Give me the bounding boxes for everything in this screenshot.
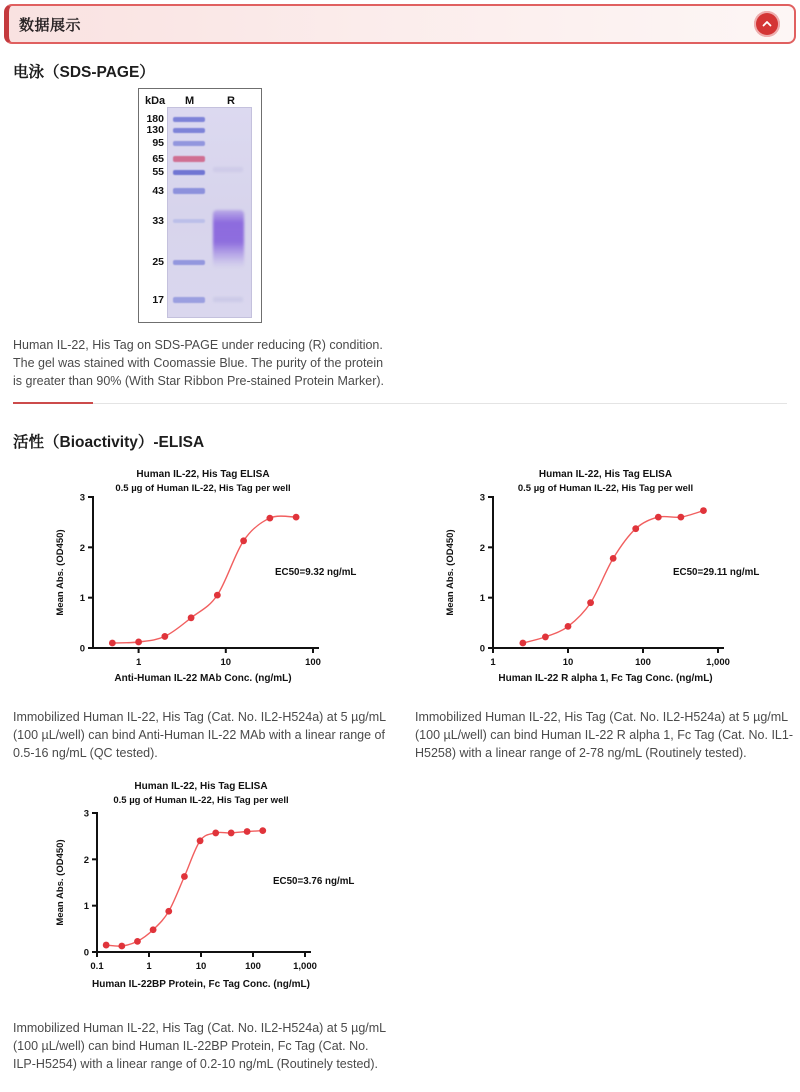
- svg-text:0.5 µg of Human IL-22, His Tag: 0.5 µg of Human IL-22, His Tag per well: [115, 483, 291, 494]
- elisa-chart-il22bp-protein: [50, 770, 390, 1005]
- svg-text:Human IL-22BP Protein, Fc Tag: Human IL-22BP Protein, Fc Tag Conc. (ng/mL): [92, 979, 310, 990]
- svg-text:1: 1: [146, 961, 152, 972]
- svg-text:Mean Abs. (OD450): Mean Abs. (OD450): [445, 529, 456, 616]
- svg-text:10: 10: [195, 961, 207, 972]
- svg-text:100: 100: [635, 657, 651, 668]
- gel-ladder-band: [173, 128, 205, 133]
- chart-caption-r-alpha-1: Immobilized Human IL-22, His Tag (Cat. No. IL2-H524a) at 5 µg/mL (100 µL/well) can bind Human IL-22 R alpha 1, Fc Tag (Cat. No. IL1-H5258) with a linear range of 2-78 ng/mL (Routinely tested).: [415, 710, 793, 760]
- gel-marker-label: 180: [146, 113, 164, 125]
- svg-text:Mean Abs. (OD450): Mean Abs. (OD450): [55, 529, 66, 616]
- section-title: 数据展示: [19, 16, 82, 34]
- gel-lane-m-label: M: [185, 95, 195, 107]
- svg-text:Human IL-22 R alpha 1, Fc Tag: Human IL-22 R alpha 1, Fc Tag Conc. (ng/mL): [498, 673, 713, 684]
- svg-text:EC50=29.11 ng/mL: EC50=29.11 ng/mL: [673, 567, 760, 578]
- svg-text:EC50=3.76 ng/mL: EC50=3.76 ng/mL: [273, 876, 355, 887]
- gel-marker-label: 17: [152, 294, 164, 306]
- svg-text:100: 100: [245, 961, 261, 972]
- gel-marker-label: 65: [152, 153, 164, 165]
- chart-caption-il22bp: Immobilized Human IL-22, His Tag (Cat. No. IL2-H524a) at 5 µg/mL (100 µL/well) can bind Human IL-22BP Protein, Fc Tag (Cat. No. ILP-H5254) with a linear range of 0.2-10 ng/mL (Routinely tested).: [13, 1021, 386, 1071]
- gel-faint-band: [213, 167, 243, 172]
- svg-text:3: 3: [83, 808, 89, 820]
- svg-text:1: 1: [479, 593, 485, 605]
- gel-lane-r-label: R: [227, 95, 235, 107]
- svg-text:0: 0: [479, 643, 485, 655]
- gel-marker-label: 95: [152, 137, 164, 149]
- svg-text:0.5 µg of Human IL-22, His Tag: 0.5 µg of Human IL-22, His Tag per well: [113, 795, 289, 806]
- svg-text:3: 3: [79, 492, 85, 504]
- gel-ladder-band: [173, 170, 205, 175]
- svg-text:Human IL-22, His Tag ELISA: Human IL-22, His Tag ELISA: [136, 469, 270, 480]
- gel-marker-label: 130: [146, 124, 164, 136]
- svg-text:1: 1: [490, 657, 496, 668]
- gel-marker-label: 33: [152, 215, 164, 227]
- gel-ladder-band: [173, 219, 205, 223]
- gel-faint-band: [213, 297, 243, 302]
- section-divider: [13, 403, 787, 404]
- svg-text:1,000: 1,000: [706, 657, 730, 668]
- gel-sample-band-smear: [213, 210, 244, 268]
- sds-page-gel-image: [138, 88, 262, 323]
- gel-marker-label: 25: [152, 256, 164, 268]
- gel-marker-label: 43: [152, 185, 164, 197]
- svg-text:Mean Abs. (OD450): Mean Abs. (OD450): [55, 839, 66, 926]
- gel-ladder-band: [173, 260, 205, 265]
- svg-text:Human IL-22, His Tag ELISA: Human IL-22, His Tag ELISA: [538, 469, 673, 480]
- chart-caption-mab: Immobilized Human IL-22, His Tag (Cat. No. IL2-H524a) at 5 µg/mL (100 µL/well) can bind Anti-Human IL-22 MAb with a linear range of 0.5-16 ng/mL (QC tested).: [13, 710, 386, 760]
- svg-text:Anti-Human IL-22 MAb Conc. (ng: Anti-Human IL-22 MAb Conc. (ng/mL): [114, 673, 292, 684]
- svg-text:100: 100: [305, 657, 321, 668]
- collapse-section-button[interactable]: [754, 11, 780, 37]
- gel-marker-label: 55: [152, 166, 164, 178]
- svg-text:2: 2: [79, 542, 85, 554]
- svg-text:0.5 µg of Human IL-22, His Tag: 0.5 µg of Human IL-22, His Tag per well: [517, 483, 694, 494]
- gel-ladder-band: [173, 141, 205, 146]
- bioactivity-heading: 活性（Bioactivity）-ELISA: [13, 434, 205, 451]
- svg-text:3: 3: [479, 492, 485, 504]
- svg-text:Human IL-22, His Tag ELISA: Human IL-22, His Tag ELISA: [134, 781, 268, 792]
- data-display-header-bar: [4, 4, 796, 44]
- svg-text:10: 10: [562, 657, 574, 668]
- gel-caption: Human IL-22, His Tag on SDS-PAGE under reducing (R) condition. The gel was stained with Coomassie Blue. The purity of the protein is greater than 90% (With Star Ribbon Pre-stained Protein Marker).: [13, 338, 384, 388]
- svg-text:2: 2: [83, 854, 89, 866]
- elisa-chart-il22-r-alpha-1: [440, 460, 780, 700]
- gel-unit-label: kDa: [145, 95, 166, 107]
- svg-text:0.1: 0.1: [90, 961, 104, 972]
- svg-text:2: 2: [479, 542, 485, 554]
- gel-ladder-band: [173, 188, 205, 194]
- svg-text:0: 0: [83, 947, 89, 959]
- gel-ladder-band: [173, 297, 205, 303]
- svg-text:1: 1: [79, 593, 85, 605]
- svg-text:1: 1: [83, 901, 89, 913]
- svg-text:1,000: 1,000: [293, 961, 317, 972]
- svg-text:0: 0: [79, 643, 85, 655]
- svg-text:EC50=9.32 ng/mL: EC50=9.32 ng/mL: [275, 567, 357, 578]
- gel-ladder-band: [173, 156, 205, 162]
- section-divider-accent: [13, 402, 93, 404]
- sds-page-heading: 电泳（SDS-PAGE）: [13, 64, 155, 81]
- svg-text:1: 1: [135, 657, 142, 668]
- svg-text:10: 10: [220, 657, 232, 668]
- gel-ladder-band: [173, 117, 205, 122]
- elisa-chart-anti-human-il22-mab: [50, 460, 390, 700]
- chevron-up-icon: [760, 17, 774, 31]
